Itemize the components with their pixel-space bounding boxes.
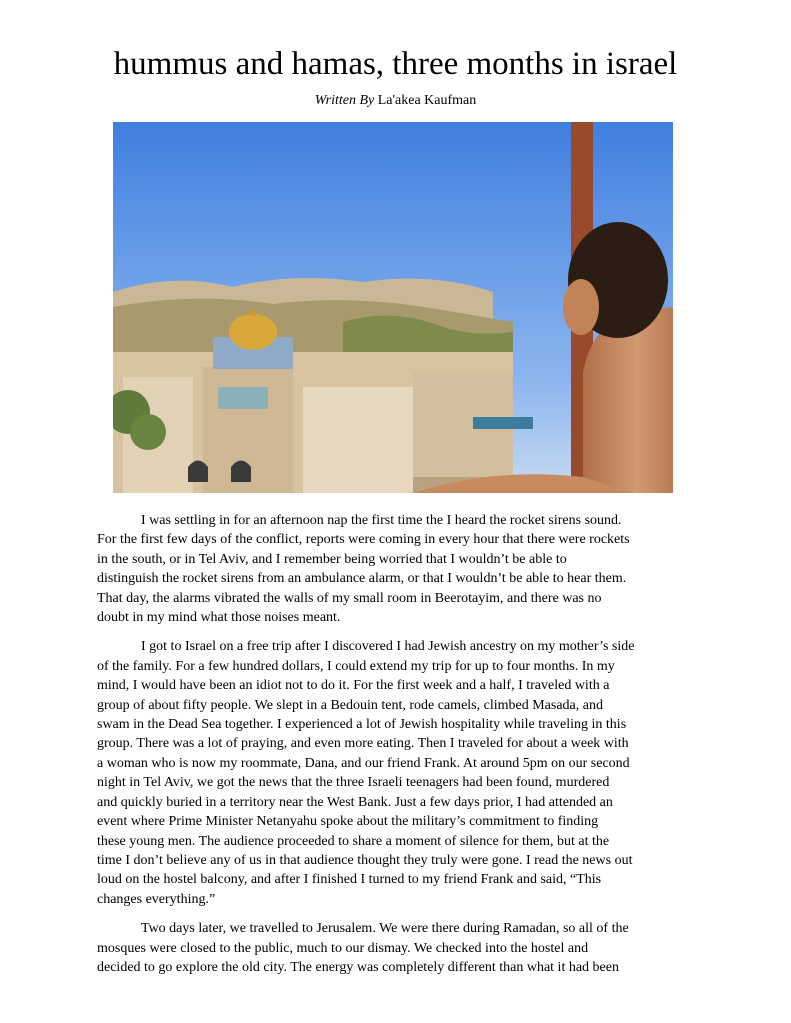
text-line: distinguish the rocket sirens from an ambulance alarm, or that I wouldn’t be able to hear them.: [97, 571, 627, 587]
text-line: changes everything.”: [97, 891, 216, 907]
byline-prefix: Written By: [314, 93, 375, 108]
text-line: decided to go explore the old city. The energy was completely different than what it had been: [97, 959, 619, 975]
article-body: [97, 511, 697, 987]
text-line: group of about fifty people. We slept in a Bedouin tent, rode camels, climbed Masada, and: [97, 697, 603, 713]
paragraph: [97, 637, 697, 909]
text-line: a woman who is now my roommate, Dana, and our friend Frank. At around 5pm on our second: [97, 755, 630, 771]
text-line: I got to Israel on a free trip after I discovered I had Jewish ancestry on my mother’s side: [141, 639, 635, 655]
text-line: group. There was a lot of praying, and even more eating. Then I traveled for about a week with: [97, 736, 629, 752]
author-name: La'akea Kaufman: [377, 93, 477, 108]
jerusalem-balcony-photo-icon: [113, 122, 673, 493]
document-title: hummus and hamas, three months in israel: [113, 46, 678, 82]
text-line: swam in the Dead Sea together. I experienced a lot of Jewish hospitality while traveling in this: [97, 717, 627, 733]
text-line: of the family. For a few hundred dollars, I could extend my trip for up to four months. In my: [97, 658, 615, 674]
text-line: loud on the hostel balcony, and after I finished I turned to my friend Frank and said, “This: [97, 872, 602, 888]
text-line: Two days later, we travelled to Jerusalem. We were there during Ramadan, so all of the: [141, 921, 629, 937]
paragraph: [97, 511, 697, 627]
article-photo: [113, 122, 673, 493]
text-line: these young men. The audience proceeded to share a moment of silence for them, but at the: [97, 833, 610, 849]
paragraph: [97, 919, 697, 977]
text-line: event where Prime Minister Netanyahu spoke about the military’s commitment to finding: [97, 814, 599, 830]
text-line: time I don’t believe any of us in that audience thought they truly were gone. I read the news out: [97, 852, 633, 868]
text-line: and quickly buried in a territory near the West Bank. Just a few days prior, I had attended an: [97, 794, 613, 810]
text-line: mind, I would have been an idiot not to do it. For the first week and a half, I traveled with a: [97, 678, 610, 694]
text-line: That day, the alarms vibrated the walls of my small room in Beerotayim, and there was no: [97, 590, 602, 606]
text-line: night in Tel Aviv, we got the news that the three Israeli teenagers had been found, murdered: [97, 775, 610, 791]
text-line: mosques were closed to the public, much to our dismay. We checked into the hostel and: [97, 940, 589, 956]
text-line: in the south, or in Tel Aviv, and I remember being worried that I wouldn’t be able to: [97, 551, 567, 567]
byline: [0, 92, 791, 110]
text-line: I was settling in for an afternoon nap the first time the I heard the rocket sirens sound.: [141, 513, 622, 528]
text-line: doubt in my mind what those noises meant.: [97, 610, 341, 626]
text-line: For the first few days of the conflict, reports were coming in every hour that there were rockets: [97, 532, 630, 548]
